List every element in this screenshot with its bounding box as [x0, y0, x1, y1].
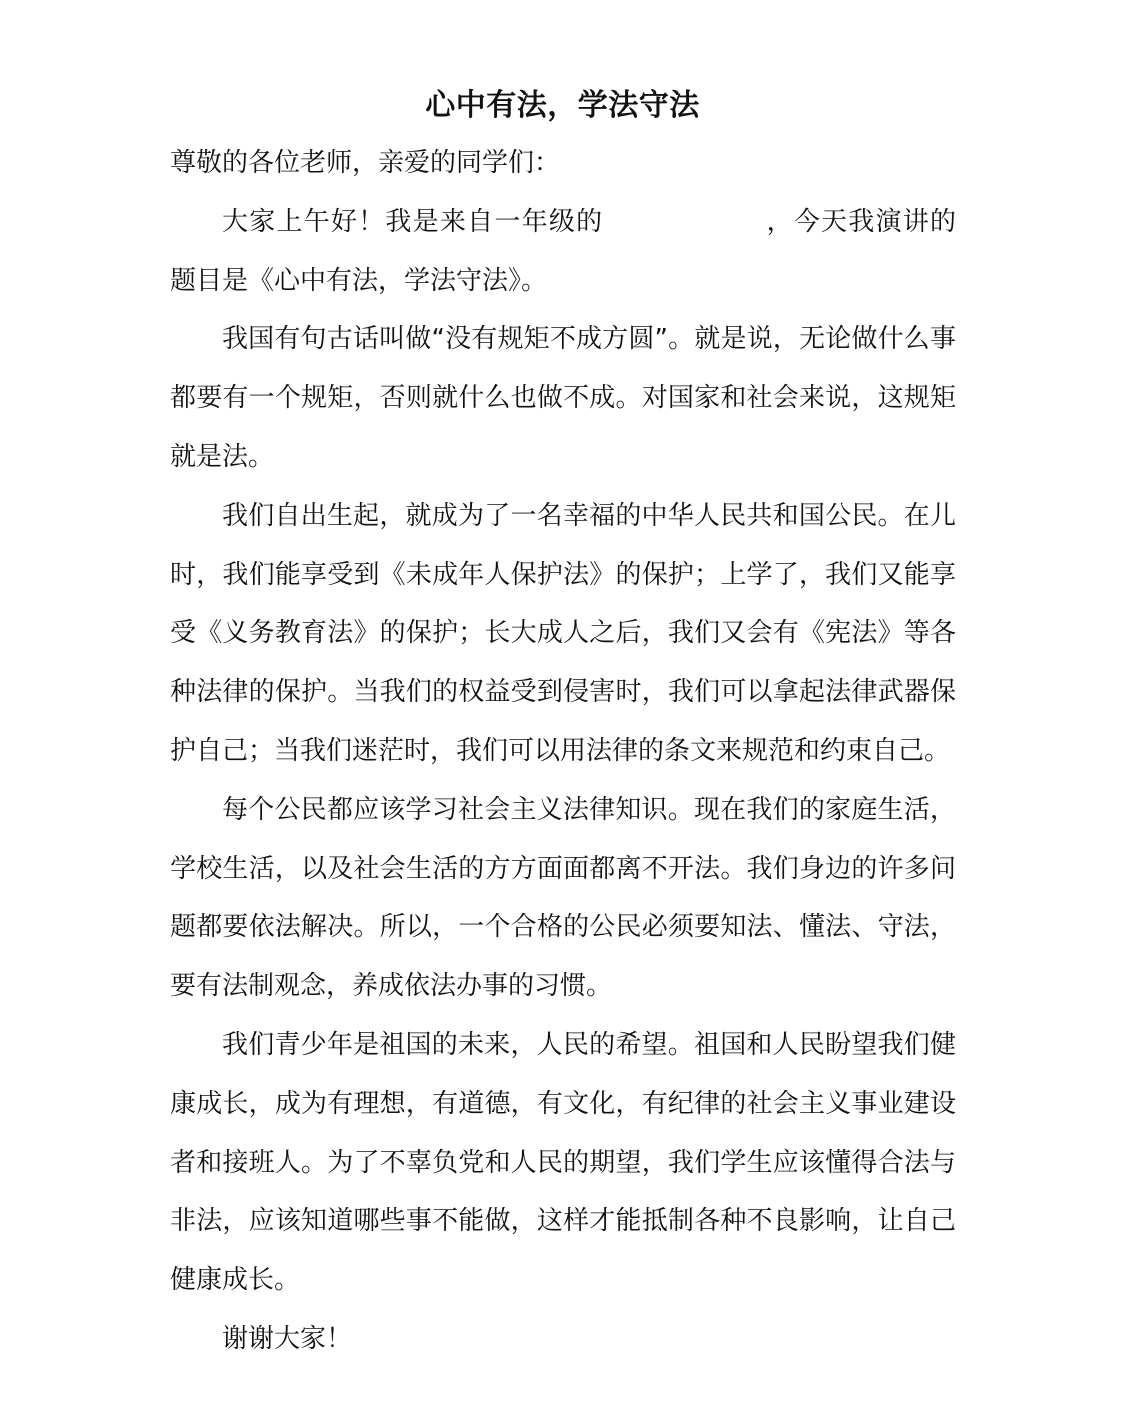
body-paragraph-4: 我们青少年是祖国的未来，人民的希望。祖国和人民盼望我们健康成长，成为有理想，有道德，有文化，有纪律的社会主义事业建设者和接班人。为了不辜负党和人民的期望，我们学生应该懂得合法与非法，应该知道哪些事不能做，这样才能抵制各种不良影响，让自己健康成长。 [170, 1029, 956, 1296]
intro-paragraph [170, 193, 956, 311]
body-paragraph-1: 我国有句古话叫做“没有规矩不成方圆”。就是说，无论做什么事都要有一个规矩，否则就什么也做不成。对国家和社会来说，这规矩就是法。 [170, 324, 956, 472]
salutation: 尊敬的各位老师，亲爱的同学们： [170, 148, 561, 178]
intro-text-after-blank: ，今天我演讲的题目是《心中有法，学法守法》。 [170, 206, 956, 296]
closing-line: 谢谢大家！ [222, 1323, 353, 1354]
body-paragraph-3: 每个公民都应该学习社会主义法律知识。现在我们的家庭生活，学校生活，以及社会生活的方方面面都离不开法。我们身边的许多问题都要依法解决。所以，一个合格的公民必须要知法、懂法、守法，要有法制观念，养成依法办事的习惯。 [170, 794, 956, 1002]
body-paragraph-2: 我们自出生起，就成为了一名幸福的中华人民共和国公民。在儿时，我们能享受到《未成年人保护法》的保护；上学了，我们又能享受《义务教育法》的保护；长大成人之后，我们又会有《宪法》等各种法律的保护。当我们的权益受到侵害时，我们可以拿起法律武器保护自己；当我们迷茫时，我们可以用法律的条文来规范和约束自己。 [170, 500, 956, 766]
document-title: 心中有法，学法守法 [425, 88, 700, 123]
intro-text-before-blank: 大家上午好！我是来自一年级的 [222, 206, 604, 237]
document-body [170, 134, 956, 1369]
